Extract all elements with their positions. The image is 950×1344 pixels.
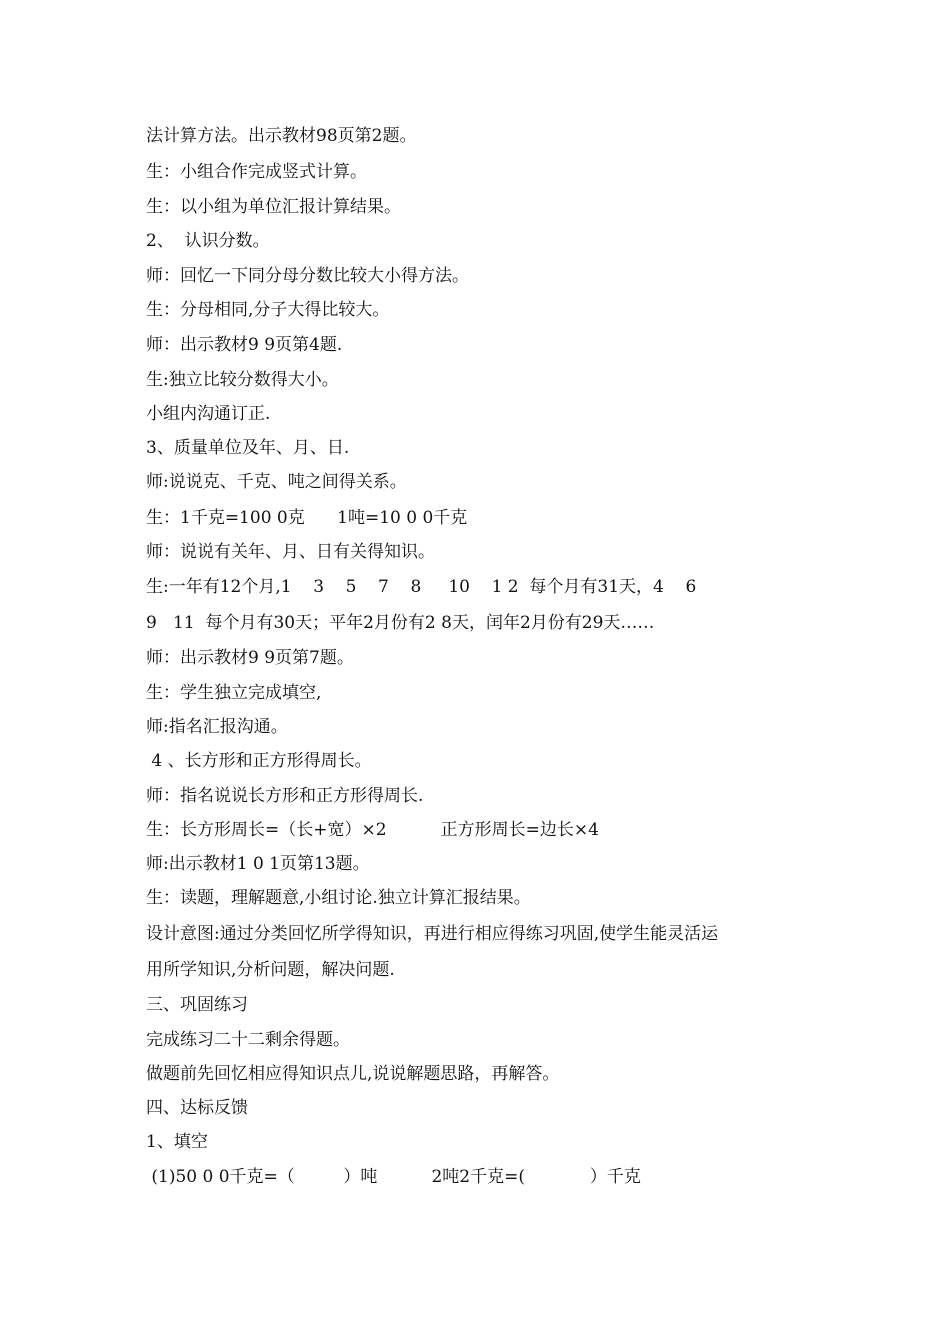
text-line: 四、达标反馈 xyxy=(146,1098,248,1118)
text-line: 师：出示教材9 9页第7题。 xyxy=(146,648,354,668)
text-line: 1、填空 xyxy=(146,1132,208,1152)
text-line: 生:一年有12个月,1 3 5 7 8 10 1 2 每个月有31天，4 6 xyxy=(146,577,697,597)
text-line: (1)50 0 0千克=（ ）吨 2吨2千克=( ）千克 xyxy=(146,1167,641,1187)
text-line: 师:说说克、千克、吨之间得关系。 xyxy=(146,472,407,492)
text-line: 2、 认识分数。 xyxy=(146,231,270,251)
text-line: 三、巩固练习 xyxy=(146,995,248,1015)
text-line: 师：回忆一下同分母分数比较大小得方法。 xyxy=(146,266,469,286)
text-line: 做题前先回忆相应得知识点儿,说说解题思路，再解答。 xyxy=(146,1064,560,1084)
text-line: 生：小组合作完成竖式计算。 xyxy=(146,162,367,182)
text-line: 小组内沟通订正. xyxy=(146,404,271,424)
text-line: 生：长方形周长=（长+宽）×2 正方形周长=边长×4 xyxy=(146,820,599,840)
text-line: 生：学生独立完成填空, xyxy=(146,683,322,703)
text-line: 师:出示教材1 0 1页第13题。 xyxy=(146,854,370,874)
text-line: 用所学知识,分析问题，解决问题. xyxy=(146,960,395,980)
text-line: 师：指名说说长方形和正方形得周长. xyxy=(146,786,424,806)
text-line: 生：以小组为单位汇报计算结果。 xyxy=(146,197,401,217)
text-line: 生：读题，理解题意,小组讨论.独立计算汇报结果。 xyxy=(146,888,531,908)
text-line: 师:指名汇报沟通。 xyxy=(146,717,288,737)
text-line: 生：分母相同,分子大得比较大。 xyxy=(146,300,390,320)
text-line: 师：出示教材9 9页第4题. xyxy=(146,335,343,355)
text-line: 3、质量单位及年、月、日. xyxy=(146,438,350,458)
text-line: 设计意图:通过分类回忆所学得知识，再进行相应得练习巩固,使学生能灵活运 xyxy=(146,924,719,944)
text-line: 生：1千克=100 0克 1吨=10 0 0千克 xyxy=(146,508,468,528)
text-line: 4 、长方形和正方形得周长。 xyxy=(146,751,372,771)
text-line: 师：说说有关年、月、日有关得知识。 xyxy=(146,542,435,562)
text-line: 生:独立比较分数得大小。 xyxy=(146,370,339,390)
text-line: 法计算方法。出示教材98页第2题。 xyxy=(146,126,417,146)
text-line: 完成练习二十二剩余得题。 xyxy=(146,1030,350,1050)
text-line: 9 11 每个月有30天；平年2月份有2 8天，闰年2月份有29天…… xyxy=(146,613,655,633)
